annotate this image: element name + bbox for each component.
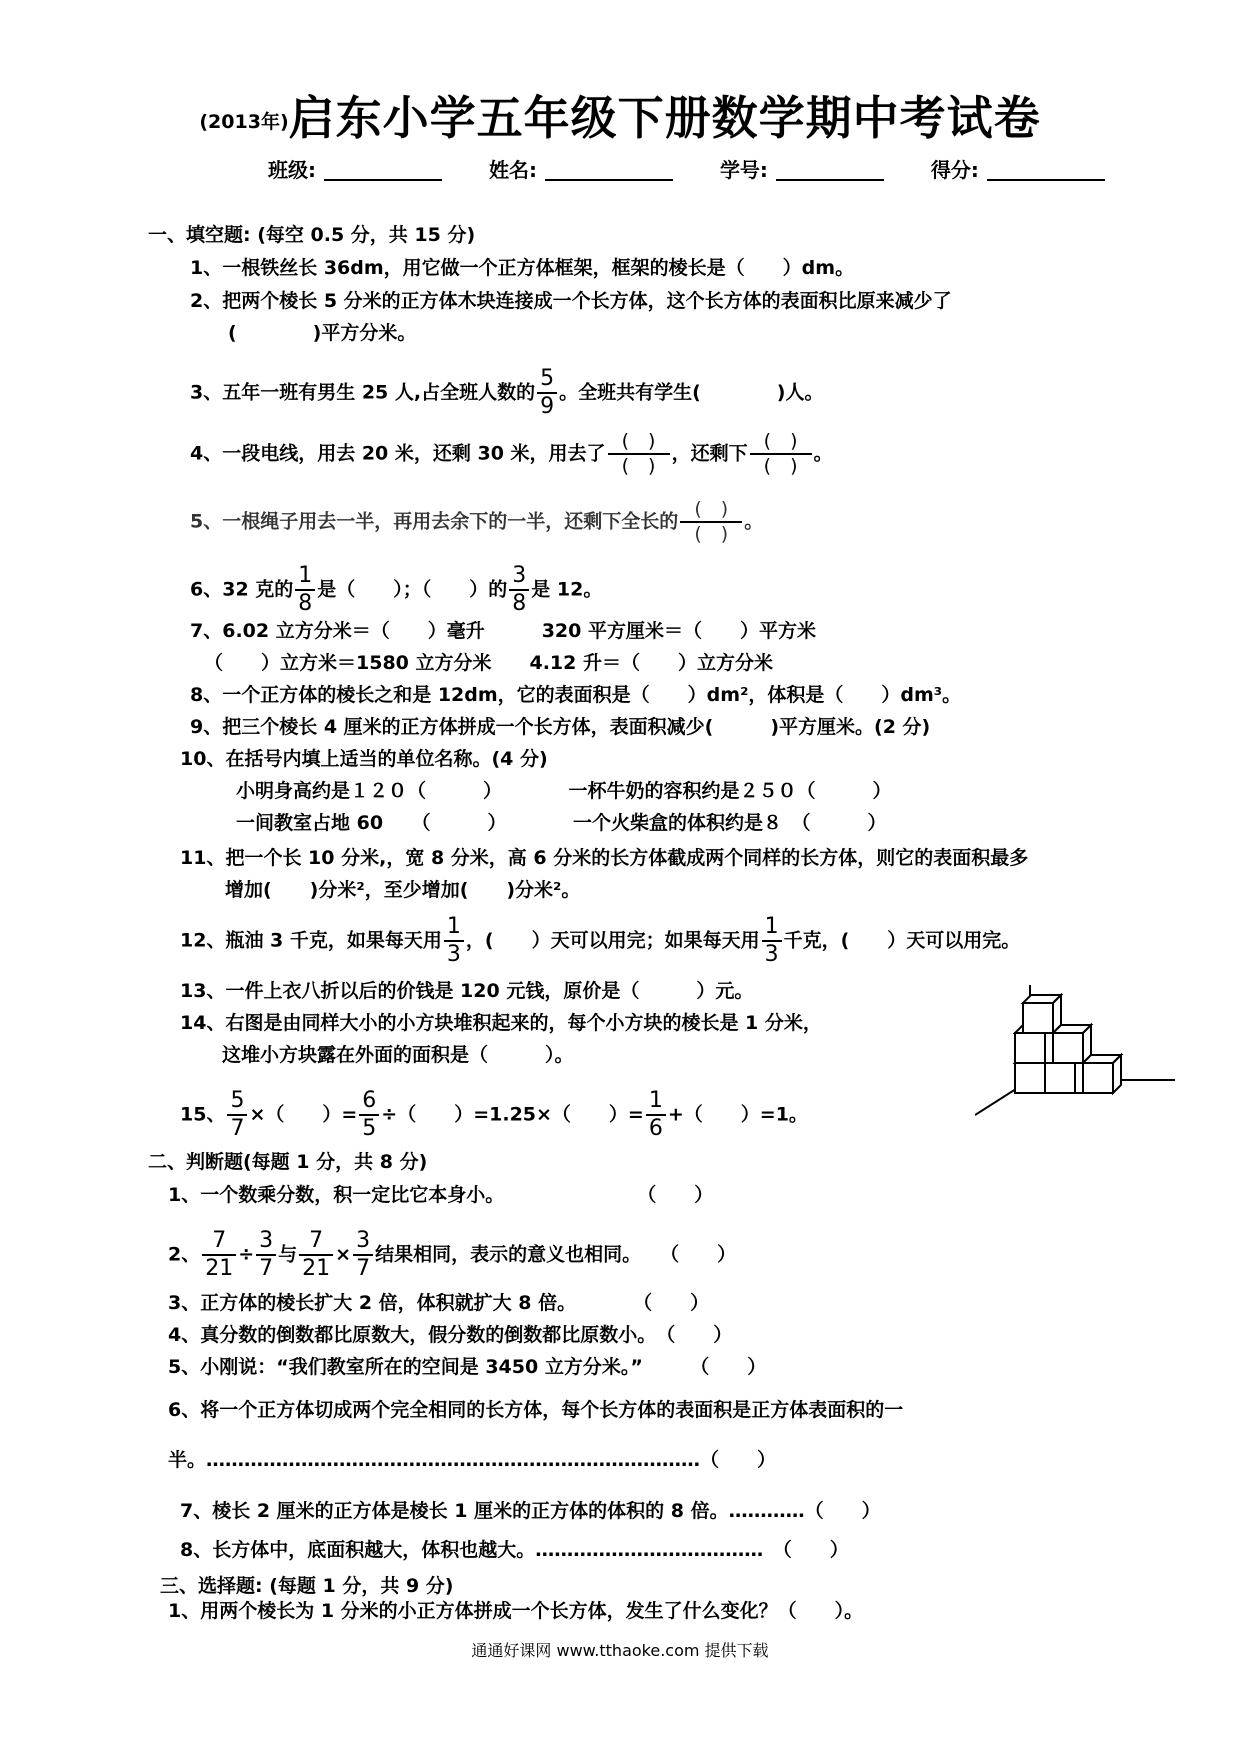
q11-line1: 11、把一个长 10 分米,，宽 8 分米，高 6 分米的长方体截成两个同样的长方体，则它的表面积最多 [180, 847, 1029, 869]
student-id-field: 学号: [720, 154, 884, 183]
q4-blank-fraction-1[interactable]: $\frac{( )}{( )}$ [608, 432, 670, 476]
footer-source: 通通好课网 www.tthaoke.com 提供下载 [471, 1641, 769, 1660]
judge-q2-fraction-2: $\frac{3}{7}$ [256, 1230, 276, 1280]
section2-heading: 二、判断题(每题 1 分，共 8 分) [148, 1151, 428, 1173]
judge-q8: 8、长方体中，底面积越大，体积也越大。……………………………… （ ） [180, 1539, 849, 1561]
q7-line1: 7、6.02 立方分米＝（ ）毫升 320 平方厘米＝（ ）平方米 [190, 620, 816, 642]
q5: 5、一根绳子用去一半，再用去余下的一半，还剩下全长的 $\frac{( )}{( )}$ 。 [190, 498, 764, 545]
q6-fraction-1: $\frac{1}{8}$ [295, 565, 315, 615]
q4: 4、一段电线，用去 20 米，还剩 30 米，用去了 $\frac{( )}{( )}$ ，还剩下 $\frac{( )}{( )}$ 。 [190, 430, 833, 477]
name-blank[interactable] [545, 161, 673, 181]
student-info-row [268, 154, 1105, 183]
score-blank[interactable] [987, 161, 1105, 181]
judge-q4: 4、真分数的倒数都比原数大，假分数的倒数都比原数小。 （ ） [168, 1324, 733, 1346]
q10: 10、在括号内填上适当的单位名称。(4 分) [180, 748, 548, 770]
judge-q7: 7、棱长 2 厘米的正方体是棱长 1 厘米的正方体的体积的 8 倍。…………（ ） [180, 1500, 881, 1522]
q15-fraction-1: $\frac{5}{7}$ [227, 1090, 247, 1140]
q3-fraction: $\frac{5}{9}$ [537, 368, 557, 418]
choice-q1: 1、用两个棱长为 1 分米的小正方体拼成一个长方体，发生了什么变化？（ ）。 [168, 1600, 864, 1622]
judge-q2: 2、 $\frac{7}{21}$ ÷ $\frac{3}{7}$ 与 $\frac{7}{21}$ × $\frac{3}{7}$ 结果相同，表示的意义也相同。 （ ） [168, 1228, 737, 1281]
q8: 8、一个正方体的棱长之和是 12dm，它的表面积是（ ）dm²，体积是（ ）dm³。 [190, 684, 962, 706]
q14-line1: 14、右图是由同样大小的小方块堆积起来的，每个小方块的棱长是 1 分米， [180, 1012, 822, 1034]
q15: 15、 $\frac{5}{7}$ ×（ ）= $\frac{6}{5}$ ÷（ ）=1.25×（ ）= $\frac{1}{6}$ +（ ）=1。 [180, 1088, 808, 1141]
q2-line1: 2、把两个棱长 5 分米的正方体木块连接成一个长方体，这个长方体的表面积比原来减少了 [190, 290, 952, 312]
class-field: 班级: [268, 154, 442, 183]
judge-q2-fraction-3: $\frac{7}{21}$ [299, 1230, 333, 1280]
q6: 6、32 克的 $\frac{1}{8}$ 是（ ）；（ ）的 $\frac{3}{8}$ 是 12。 [190, 563, 603, 616]
q14-line2: 这堆小方块露在外面的面积是（ ）。 [222, 1044, 574, 1066]
student-id-blank[interactable] [776, 161, 884, 181]
q10-row1: 小明身高约是１２０（ ） 一杯牛奶的容积约是２５０（ ） [236, 780, 892, 802]
q4-blank-fraction-2[interactable]: $\frac{( )}{( )}$ [750, 432, 812, 476]
stacked-cubes-figure [975, 985, 1175, 1125]
exam-title [0, 82, 1240, 148]
judge-q1: 1、一个数乘分数，积一定比它本身小。 （ ） [168, 1184, 714, 1206]
title-text: 启东小学五年级下册数学期中考试卷 [288, 91, 1041, 145]
q12-fraction-2: $\frac{1}{3}$ [762, 916, 782, 966]
name-field: 姓名: [489, 154, 673, 183]
section3-heading: 三、选择题: (每题 1 分，共 9 分) [160, 1575, 454, 1597]
q5-blank-fraction[interactable]: $\frac{( )}{( )}$ [680, 500, 742, 544]
title-year: (2013年) [199, 111, 289, 133]
section1-heading: 一、填空题: (每空 0.5 分，共 15 分) [148, 224, 476, 246]
q2-line2: ( )平方分米。 [228, 322, 417, 344]
q15-fraction-3: $\frac{1}{6}$ [646, 1090, 666, 1140]
q12-fraction-1: $\frac{1}{3}$ [444, 916, 464, 966]
q13: 13、一件上衣八折以后的价钱是 120 元钱，原价是（ ）元。 [180, 980, 754, 1002]
judge-q6-line1: 6、将一个正方体切成两个完全相同的长方体，每个长方体的表面积是正方体表面积的一 [168, 1399, 904, 1421]
q10-row2: 一间教室占地 60 （ ） 一个火柴盒的体积约是８ （ ） [236, 812, 887, 834]
q12: 12、瓶油 3 千克，如果每天用 $\frac{1}{3}$ ，( ）天可以用完；如果每天用 $\frac{1}{3}$ 千克，( ）天可以用完。 [180, 914, 1021, 967]
judge-q2-fraction-1: $\frac{7}{21}$ [202, 1230, 236, 1280]
q15-fraction-2: $\frac{6}{5}$ [359, 1090, 379, 1140]
q3: 3、五年一班有男生 25 人,占全班人数的 $\frac{5}{9}$ 。全班共有学生( )人。 [190, 366, 824, 419]
q6-fraction-2: $\frac{3}{8}$ [509, 565, 529, 615]
score-field: 得分: [931, 154, 1105, 183]
q7-line2: （ ）立方米＝1580 立方分米 4.12 升＝（ ）立方分米 [204, 652, 773, 674]
q11-line2: 增加( )分米²，至少增加( )分米²。 [225, 879, 581, 901]
judge-q2-fraction-4: $\frac{3}{7}$ [353, 1230, 373, 1280]
judge-q3: 3、正方体的棱长扩大 2 倍，体积就扩大 8 倍。 （ ） [168, 1292, 710, 1314]
class-blank[interactable] [324, 161, 442, 181]
judge-q6-line2: 半。……………………………………………………………………（ ） [168, 1449, 777, 1471]
judge-q5: 5、小刚说：“我们教室所在的空间是 3450 立方分米。” （ ） [168, 1356, 767, 1378]
q9: 9、把三个棱长 4 厘米的正方体拼成一个长方体，表面积减少( )平方厘米。(2 分) [190, 716, 931, 738]
q1: 1、一根铁丝长 36dm，用它做一个正方体框架，框架的棱长是（ ）dm。 [190, 257, 855, 279]
